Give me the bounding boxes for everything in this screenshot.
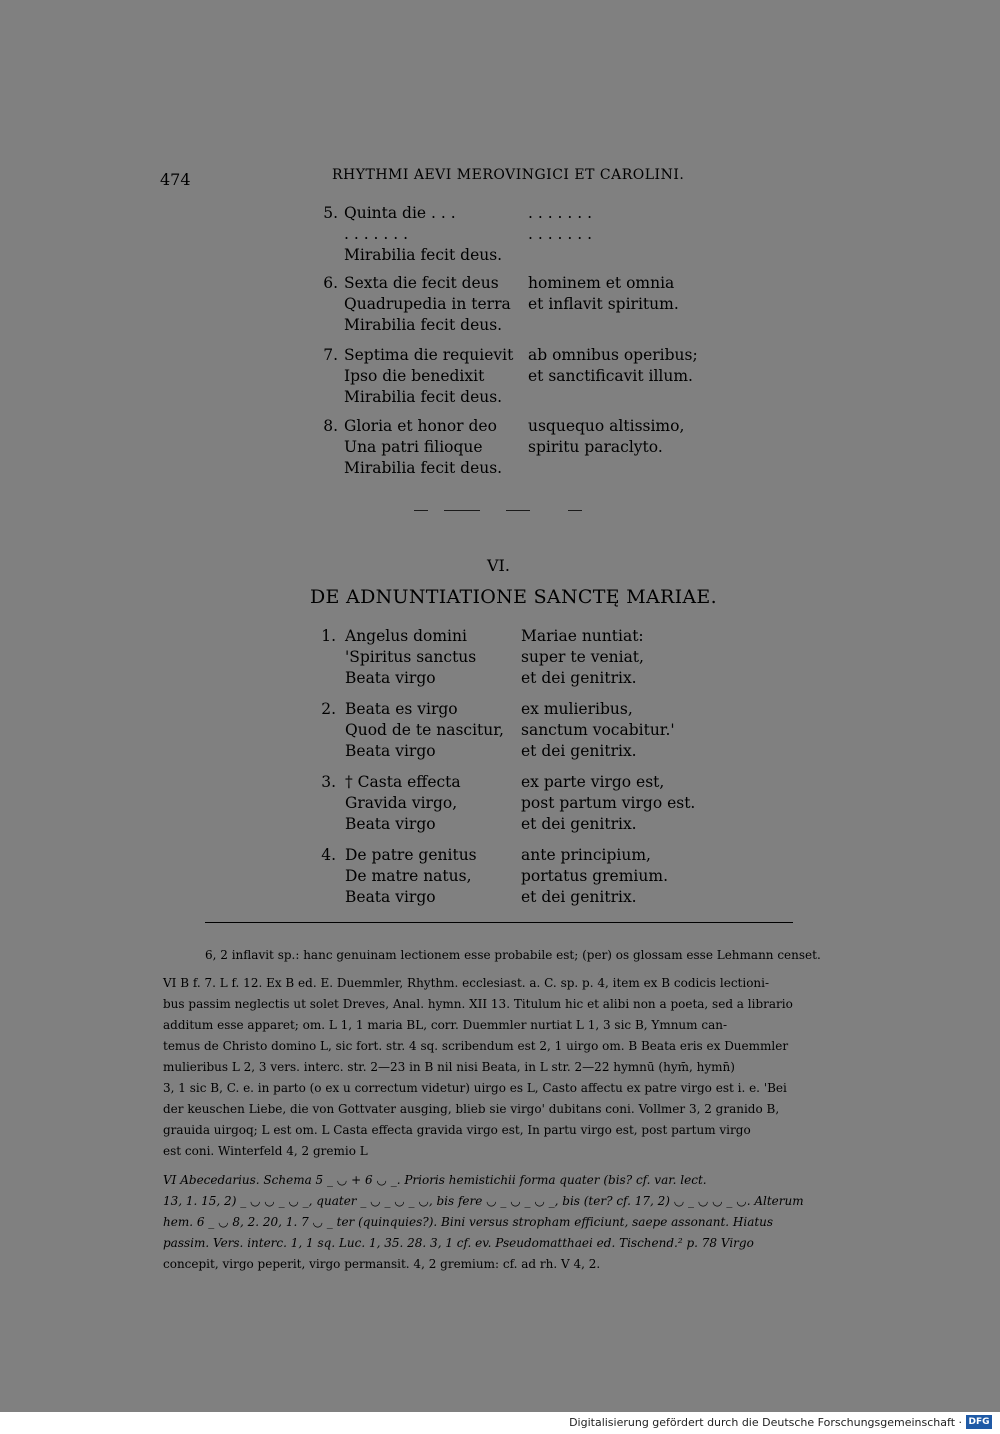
apparatus-line: grauida uirgoq; L est om. L Casta effecta gravida virgo est, In partu virgo est, post partum virgo	[163, 1123, 751, 1137]
verse-line: Sexta die fecit deus	[344, 274, 499, 292]
separator-dash	[506, 510, 530, 511]
metrical-line: passim. Vers. interc. 1, 1 sq. Luc. 1, 35. 28. 3, 1 cf. ev. Pseudomatthaei ed. Tischend.² p. 78 Virgo	[163, 1236, 754, 1250]
apparatus-line: mulieribus L 2, 3 vers. interc. str. 2—23 in B nil nisi Beata, in L str. 2—22 hymnū (hym̄, hymn̄)	[163, 1060, 735, 1074]
verse-line: ab omnibus operibus;	[528, 346, 698, 364]
footnote-text: 6, 2 inflavit sp.: hanc genuinam lectionem esse probabile est; (per) os glossam esse Lehmann censet.	[205, 948, 821, 962]
verse-line: . . . . . . .	[528, 225, 593, 243]
apparatus-line: der keuschen Liebe, die von Gottvater ausging, blieb sie virgo' dubitans coni. Vollmer 3, 2 granido B,	[163, 1102, 780, 1116]
page-number: 474	[160, 170, 191, 189]
verse-line: et inflavit spiritum.	[528, 295, 679, 313]
stanza-number: 5.	[323, 204, 338, 222]
apparatus-line: additum esse apparet; om. L 1, 1 maria BL, corr. Duemmler nurtiat L 1, 3 sic B, Ymnum can-	[163, 1018, 727, 1032]
verse-line: Septima die requievit	[344, 346, 514, 364]
apparatus-line: temus de Christo domino L, sic fort. str. 4 sq. scribendum est 2, 1 uirgo om. B Beata eris ex Duemmler	[163, 1039, 789, 1053]
verse-line: ante principium,	[521, 846, 651, 864]
verse-line: De patre genitus	[345, 846, 477, 864]
verse-line: et dei genitrix.	[521, 742, 637, 760]
verse-line: hominem et omnia	[528, 274, 675, 292]
apparatus-line: bus passim neglectis ut solet Dreves, Anal. hymn. XII 13. Titulum hic et alibi non a poeta, sed a librario	[163, 997, 793, 1011]
verse-line: Una patri filioque	[344, 438, 483, 456]
verse-line: Mirabilia fecit deus.	[344, 246, 503, 264]
verse-line: Beata es virgo	[345, 700, 458, 718]
stanza-number: 2.	[321, 700, 336, 718]
metrical-line: VI Abecedarius. Schema 5 _ ◡ + 6 ◡ _. Prioris hemistichii forma quater (bis? cf. var. lect.	[163, 1173, 707, 1187]
verse-line: super te veniat,	[521, 648, 644, 666]
verse-line: Quod de te nascitur,	[345, 721, 504, 739]
verse-line: et dei genitrix.	[521, 815, 637, 833]
verse-line: . . . . . . .	[528, 204, 593, 222]
stanza-number: 7.	[323, 346, 338, 364]
verse-line: ex parte virgo est,	[521, 773, 665, 791]
verse-line: et dei genitrix.	[521, 888, 637, 906]
footnote-rule	[205, 922, 793, 923]
verse-line: Angelus domini	[345, 627, 467, 645]
verse-line: Mirabilia fecit deus.	[344, 316, 503, 334]
verse-line: Beata virgo	[345, 815, 436, 833]
section-number: VI.	[487, 556, 510, 575]
verse-line: usquequo altissimo,	[528, 417, 685, 435]
apparatus-line: 3, 1 sic B, C. e. in parto (o ex u correctum videtur) uirgo es L, Casto affectu ex patre virgo est i. e. 'Bei	[163, 1081, 787, 1095]
footer-credit: Digitalisierung gefördert durch die Deutsche Forschungsgemeinschaft ·	[569, 1416, 962, 1429]
verse-line: Beata virgo	[345, 669, 436, 687]
dfg-logo: DFG	[966, 1415, 992, 1429]
apparatus-line: est coni. Winterfeld 4, 2 gremio L	[163, 1144, 368, 1158]
metrical-line: hem. 6 _ ◡ 8, 2. 20, 1. 7 ◡ _ ter (quinquies?). Bini versus stropham efficiunt, saepe assonant. Hiatus	[163, 1215, 774, 1229]
verse-line: Quadrupedia in terra	[344, 295, 511, 313]
verse-line: De matre natus,	[345, 867, 472, 885]
separator-dash	[414, 510, 428, 511]
verse-line: Beata virgo	[345, 742, 436, 760]
verse-line: Ipso die benedixit	[344, 367, 485, 385]
verse-line: sanctum vocabitur.'	[521, 721, 675, 739]
verse-line: et sanctificavit illum.	[528, 367, 693, 385]
separator-dash	[444, 510, 480, 511]
verse-line: † Casta effecta	[345, 773, 461, 791]
verse-line: Mariae nuntiat:	[521, 627, 644, 645]
verse-line: Gloria et honor deo	[344, 417, 497, 435]
stanza-number: 8.	[323, 417, 338, 435]
stanza-number: 3.	[321, 773, 336, 791]
verse-line: . . . . . . .	[344, 225, 409, 243]
verse-line: et dei genitrix.	[521, 669, 637, 687]
verse-line: post partum virgo est.	[521, 794, 696, 812]
verse-line: Gravida virgo,	[345, 794, 458, 812]
verse-line: Mirabilia fecit deus.	[344, 388, 503, 406]
apparatus-line: VI B f. 7. L f. 12. Ex B ed. E. Duemmler, Rhythm. ecclesiast. a. C. sp. p. 4, item ex B codicis lectioni-	[163, 976, 770, 990]
verse-line: ex mulieribus,	[521, 700, 633, 718]
metrical-line: concepit, virgo peperit, virgo permansit. 4, 2 gremium: cf. ad rh. V 4, 2.	[163, 1257, 601, 1271]
stanza-number: 6.	[323, 274, 338, 292]
running-title: RHYTHMI AEVI MEROVINGICI ET CAROLINI.	[332, 167, 685, 183]
stanza-number: 1.	[321, 627, 336, 645]
verse-line: spiritu paraclyto.	[528, 438, 663, 456]
verse-line: Quinta die . . .	[344, 204, 456, 222]
verse-line: Beata virgo	[345, 888, 436, 906]
verse-line: Mirabilia fecit deus.	[344, 459, 503, 477]
verse-line: 'Spiritus sanctus	[345, 648, 477, 666]
separator-dash	[568, 510, 582, 511]
section-title: DE ADNUNTIATIONE SANCTĘ MARIAE.	[310, 586, 717, 608]
metrical-line: 13, 1. 15, 2) _ ◡ ◡ _ ◡ _, quater _ ◡ _ ◡ _ ◡, bis fere ◡ _ ◡ _ ◡ _, bis (ter? cf. 17, 2) ◡ _ ◡ ◡ _ ◡. Alterum	[163, 1194, 804, 1208]
stanza-number: 4.	[321, 846, 336, 864]
verse-line: portatus gremium.	[521, 867, 668, 885]
